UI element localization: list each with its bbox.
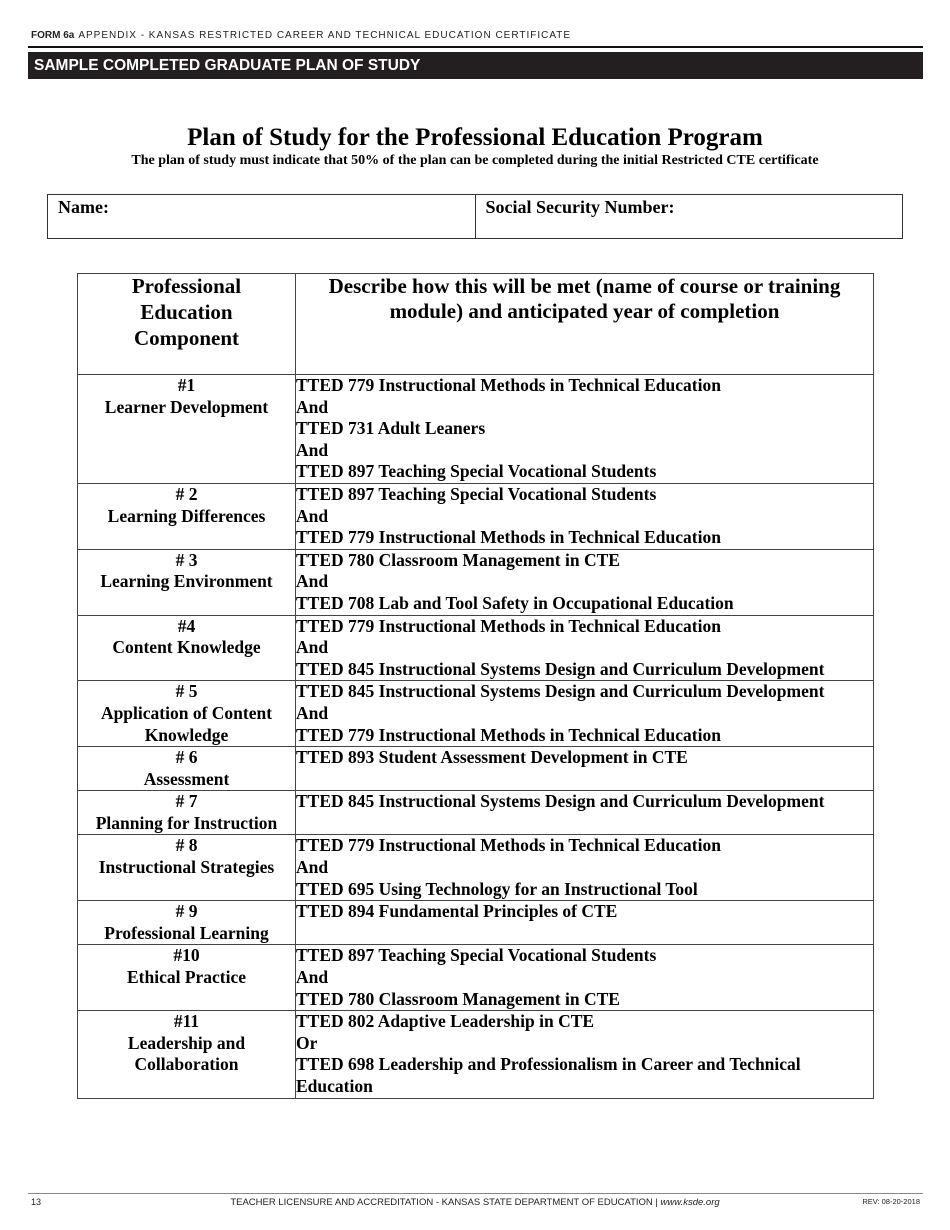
course-entry: TTED 845 Instructional Systems Design and Curriculum Development [296,791,825,812]
component-cell [78,681,296,747]
component-cell [78,835,296,901]
component-cell [78,945,296,1011]
component-number: #4 [177,615,196,636]
form-title: APPENDIX - KANSAS RESTRICTED CAREER AND TECHNICAL EDUCATION CERTIFICATE [78,30,572,41]
component-name: Content Knowledge [112,637,261,658]
conjunction: And [296,702,329,723]
description-cell [296,901,874,945]
component-number: #1 [177,375,196,395]
header-component-line: Component [133,326,239,350]
header-component-line: Professional [131,274,242,298]
component-cell [78,901,296,945]
form-header-line [31,30,571,41]
component-cell [78,747,296,791]
conjunction: And [296,396,329,417]
header-divider [28,46,923,48]
course-entry: TTED 708 Lab and Tool Safety in Occupational Education [296,592,734,613]
header-description: Describe how this will be met (name of course or training module) and anticipated year of completion [296,274,874,375]
header-component-line: Education [140,300,233,324]
description-cell [296,791,874,835]
table-body [78,375,874,1099]
description-cell [296,375,874,484]
table-row [78,1011,874,1098]
course-entry: TTED 802 Adaptive Leadership in CTE [296,1011,595,1032]
form-label: FORM 6a [31,30,75,41]
conjunction: And [296,505,329,526]
course-entry: TTED 897 Teaching Special Vocational Students [296,483,657,504]
component-name: Ethical Practice [126,967,247,988]
section-banner: SAMPLE COMPLETED GRADUATE PLAN OF STUDY [28,52,923,79]
component-cell [78,1011,296,1098]
description-cell [296,483,874,549]
header-component-text [78,274,295,353]
table-row [78,549,874,615]
description-cell [296,549,874,615]
table-header-row [78,274,874,375]
table-row [78,945,874,1011]
conjunction: And [296,967,329,988]
description-cell [296,1011,874,1098]
course-entry: TTED 779 Instructional Methods in Technical Education [296,615,721,636]
page-title: Plan of Study for the Professional Education Program [187,124,763,151]
table-row [78,681,874,747]
table-row [78,791,874,835]
component-cell [78,549,296,615]
component-number: # 7 [175,791,198,812]
component-name: Learning Differences [107,505,266,526]
course-entry: TTED 779 Instructional Methods in Technical Education [296,527,721,548]
table-row [78,901,874,945]
component-number: #11 [173,1011,200,1032]
course-entry: TTED 779 Instructional Methods in Technical Education [296,835,721,856]
conjunction: And [296,637,329,658]
component-number: # 3 [175,549,198,570]
description-cell [296,615,874,681]
component-number: #10 [173,945,200,966]
course-entry: TTED 845 Instructional Systems Design and Curriculum Development [296,658,825,679]
description-cell [296,835,874,901]
component-number: # 8 [175,835,198,856]
course-entry: TTED 894 Fundamental Principles of CTE [296,901,618,922]
component-number: # 2 [175,483,198,504]
table-row [78,483,874,549]
description-cell [296,747,874,791]
course-entry: TTED 698 Leadership and Professionalism in Career and Technical Education [296,1054,801,1096]
course-entry: TTED 780 Classroom Management in CTE [296,988,620,1009]
component-cell [78,791,296,835]
revision-date: REV: 08-20-2018 [862,1197,920,1206]
footer-website[interactable]: www.ksde.org [660,1197,720,1208]
conjunction: And [296,857,329,878]
conjunction: And [296,439,329,460]
component-cell [78,615,296,681]
component-name: Learner Development [104,396,269,417]
course-entry: TTED 845 Instructional Systems Design and Curriculum Development [296,681,825,702]
plan-of-study-table [77,273,874,1099]
description-cell [296,681,874,747]
component-name: Professional Learning [104,922,269,943]
table-row [78,375,874,484]
course-entry: TTED 731 Adult Leaners [296,418,486,439]
footer-divider [28,1193,923,1194]
description-cell [296,945,874,1011]
component-name: Assessment [143,768,230,789]
identity-fields [47,194,903,239]
conjunction: Or [296,1032,318,1053]
course-entry: TTED 779 Instructional Methods in Technical Education [296,724,721,745]
footer-text [0,1197,950,1208]
name-label: Name: [58,197,109,217]
course-entry: TTED 897 Teaching Special Vocational Students [296,461,657,482]
table-row [78,835,874,901]
page-number: 13 [31,1197,42,1207]
component-cell [78,483,296,549]
component-name: Leadership and Collaboration [127,1032,246,1075]
component-name: Planning for Instruction [95,812,278,833]
course-entry: TTED 779 Instructional Methods in Technical Education [296,375,721,395]
table-row [78,747,874,791]
component-name: Instructional Strategies [98,857,275,878]
component-name: Application of Content Knowledge [100,702,273,745]
component-number: # 6 [175,747,198,768]
conjunction: And [296,571,329,592]
component-number: # 5 [175,681,198,702]
ssn-label: Social Security Number: [485,197,675,217]
footer-center-text: TEACHER LICENSURE AND ACCREDITATION - KANSAS STATE DEPARTMENT OF EDUCATION | [230,1197,658,1208]
course-entry: TTED 695 Using Technology for an Instructional Tool [296,878,698,899]
course-entry: TTED 893 Student Assessment Development in CTE [296,747,688,768]
page-subtitle: The plan of study must indicate that 50% of the plan can be completed during the initial Restricted CTE certificate [131,153,819,168]
table-row [78,615,874,681]
component-number: # 9 [175,901,198,922]
name-field[interactable] [48,195,475,238]
component-cell [78,375,296,484]
course-entry: TTED 897 Teaching Special Vocational Students [296,945,657,966]
ssn-field[interactable] [475,195,903,238]
header-component [78,274,296,375]
course-entry: TTED 780 Classroom Management in CTE [296,549,620,570]
component-name: Learning Environment [100,571,273,592]
